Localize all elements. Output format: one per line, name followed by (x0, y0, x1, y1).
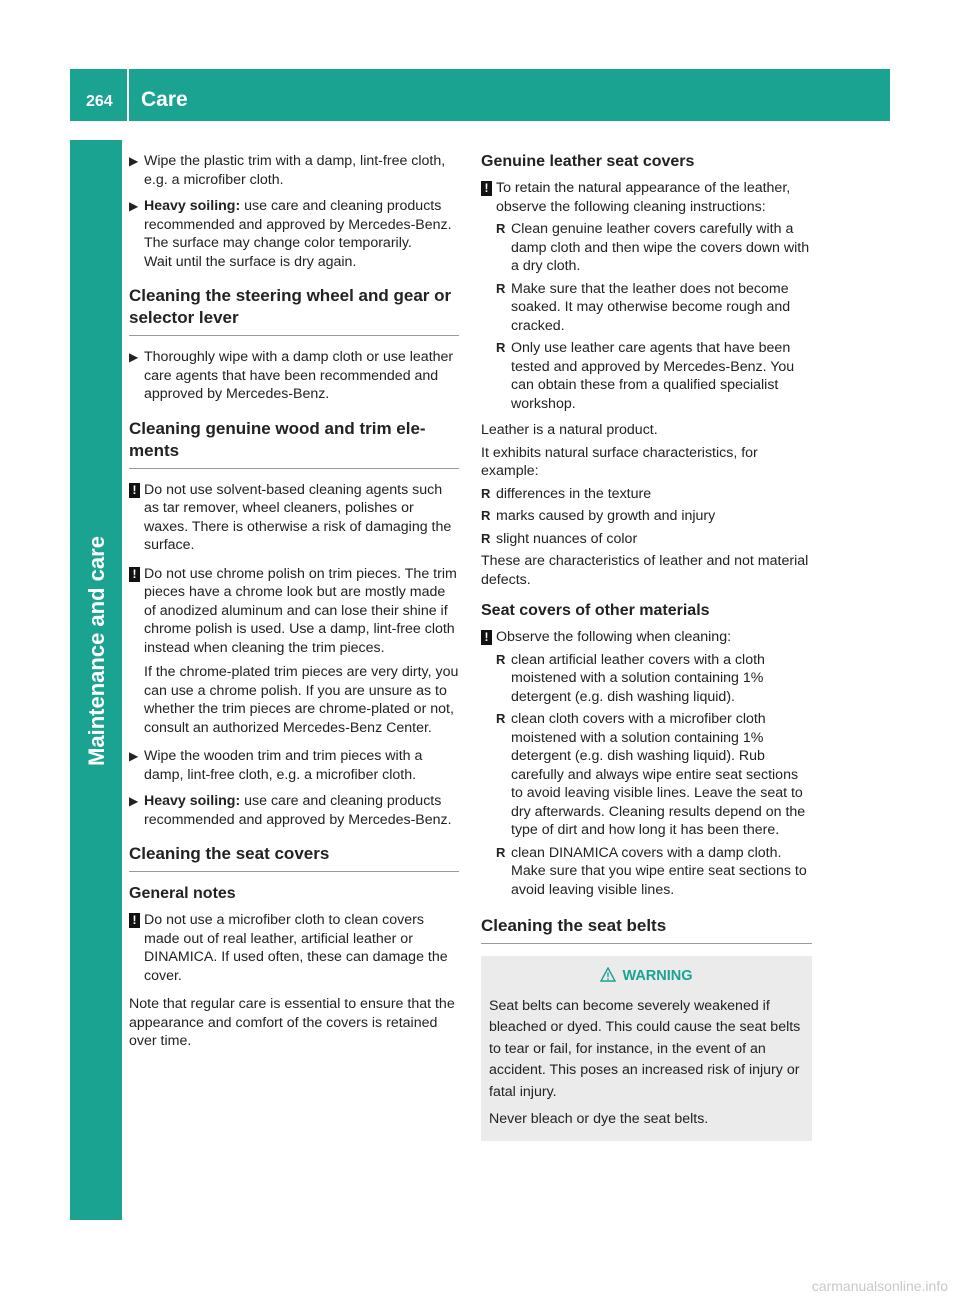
warning-triangle-icon (600, 967, 616, 990)
section-title: Care (141, 88, 188, 111)
bullet-icon: R (481, 530, 491, 546)
bullet-icon: R (496, 280, 506, 296)
notice: ! To retain the natural appearance of the leather, observe the following cleaning instructions: (481, 179, 812, 216)
arrow-icon: ▶ (129, 154, 139, 168)
heading-wood-trim: Cleaning genuine wood and trim elements (129, 418, 459, 469)
exclamation-icon: ! (481, 630, 492, 645)
arrow-icon: ▶ (129, 794, 139, 808)
instruction-step: ▶ Heavy soiling: use care and cleaning products recommended and approved by Mercedes-Benz. (129, 793, 452, 828)
instruction-step: ▶ Wipe the wooden trim and trim pieces with a damp, lint-free cloth, e.g. a microfiber cloth. (129, 748, 423, 783)
instruction-step: ▶ Heavy soiling: use care and cleaning products recommended and approved by Mercedes-Benz. The surface may change color temporarily. Wait until the surface is dry again. (129, 198, 452, 270)
paragraph: Note that regular care is essential to ensure that the appearance and comfort of the covers is retained over time. (129, 996, 455, 1049)
bullet-icon: R (496, 844, 506, 860)
exclamation-icon: ! (129, 913, 140, 928)
list-item: R clean artificial leather covers with a cloth moistened with a solution containing 1% detergent (e.g. dish washing liquid). (496, 651, 765, 705)
list-item: R clean cloth covers with a microfiber cloth moistened with a solution containing 1% detergent (e.g. dish washing liquid). Rub carefully and always wipe entire seat sections to avoid leaving visible lines. Leave the seat to dry afterwards. Cleaning results depend on the type of dirt and how long it has been there. (496, 711, 806, 838)
heading-steering-wheel: Cleaning the steering wheel and gear or selector lever (129, 285, 459, 336)
watermark: carmanualsonline.info (811, 1278, 948, 1294)
notice: ! Do not use a microfiber cloth to clean covers made out of real leather, artificial leather or DINAMICA. If used often, these can damage the cover. (129, 911, 459, 985)
heading-leather-covers: Genuine leather seat covers (481, 153, 695, 170)
characteristics-list (481, 485, 812, 549)
exclamation-icon: ! (129, 483, 140, 498)
heading-seat-belts: Cleaning the seat belts (481, 915, 812, 944)
list-item: R Only use leather care agents that have been tested and approved by Mercedes-Benz. You can obtain these from a qualified specialist workshop. (496, 340, 795, 412)
notice: ! Observe the following when cleaning: (481, 628, 812, 647)
warning-box (481, 956, 812, 1141)
leather-bullet-list (481, 220, 812, 413)
right-column (481, 152, 812, 1141)
list-item: R differences in the texture (481, 485, 652, 502)
bullet-icon: R (496, 340, 506, 355)
warning-text: Never bleach or dye the seat belts. (489, 1111, 709, 1127)
side-tab-marker (70, 1168, 122, 1220)
list-item: R marks caused by growth and injury (481, 508, 716, 524)
header-divider (127, 69, 129, 121)
exclamation-icon: ! (129, 567, 140, 582)
arrow-icon: ▶ (129, 199, 139, 213)
paragraph: Leather is a natural product. (481, 422, 658, 438)
side-tab-label: Maintenance and care (84, 536, 109, 766)
warning-text: Seat belts can become severely weakened if bleached or dyed. This could cause the seat belts to tear or fail, for instance, in the event of an accident. This poses an increased risk of injury or fatal injury. (489, 997, 801, 1100)
paragraph: It exhibits natural surface characteristics, for example: (481, 444, 758, 479)
page-number: 264 (86, 93, 113, 110)
bullet-icon: R (481, 485, 491, 501)
left-column (129, 152, 459, 1055)
arrow-icon: ▶ (129, 749, 139, 763)
list-item: R Make sure that the leather does not become soaked. It may otherwise become rough and cracked. (496, 280, 791, 334)
heading-seat-covers: Cleaning the seat covers (129, 843, 459, 872)
notice: ! Do not use solvent-based cleaning agents such as tar remover, wheel cleaners, polishes or waxes. There is otherwise a risk of damaging the surface. (129, 481, 459, 555)
warning-header: WARNING (489, 966, 804, 990)
list-item: R Clean genuine leather covers carefully with a damp cloth and then wipe the covers down with a dry cloth. (496, 221, 810, 274)
instruction-step: ▶ Thoroughly wipe with a damp cloth or use leather care agents that have been recommended and approved by Mercedes-Benz. (129, 349, 454, 402)
list-item: R slight nuances of color (481, 530, 638, 547)
exclamation-icon: ! (481, 181, 492, 196)
other-materials-list (481, 651, 812, 900)
heading-other-materials: Seat covers of other materials (481, 602, 710, 619)
bullet-icon: R (481, 508, 491, 523)
bullet-icon: R (496, 221, 506, 236)
heading-general-notes: General notes (129, 885, 236, 902)
bullet-icon: R (496, 651, 506, 667)
arrow-icon: ▶ (129, 350, 139, 364)
paragraph: These are characteristics of leather and not material defects. (481, 553, 809, 588)
notice: ! Do not use chrome polish on trim pieces. The trim pieces have a chrome look but are mostly made of anodized aluminum and can lose their shine if chrome polish is used. Use a damp, lint-free cloth instead when cleaning the trim pieces. If the chrome-plated trim pieces are very dirty, you can use a chrome polish. If you are unsure as to whether the trim pieces are chrome-plated or not, consult an authorized Mercedes-Benz Center. (129, 565, 459, 738)
instruction-step: ▶ Wipe the plastic trim with a damp, lint-free cloth, e.g. a microfiber cloth. (129, 153, 446, 188)
bullet-icon: R (496, 711, 506, 726)
list-item: R clean DINAMICA covers with a damp cloth. Make sure that you wipe entire seat sections to avoid leaving visible lines. (496, 844, 807, 898)
header-bar (70, 69, 890, 121)
